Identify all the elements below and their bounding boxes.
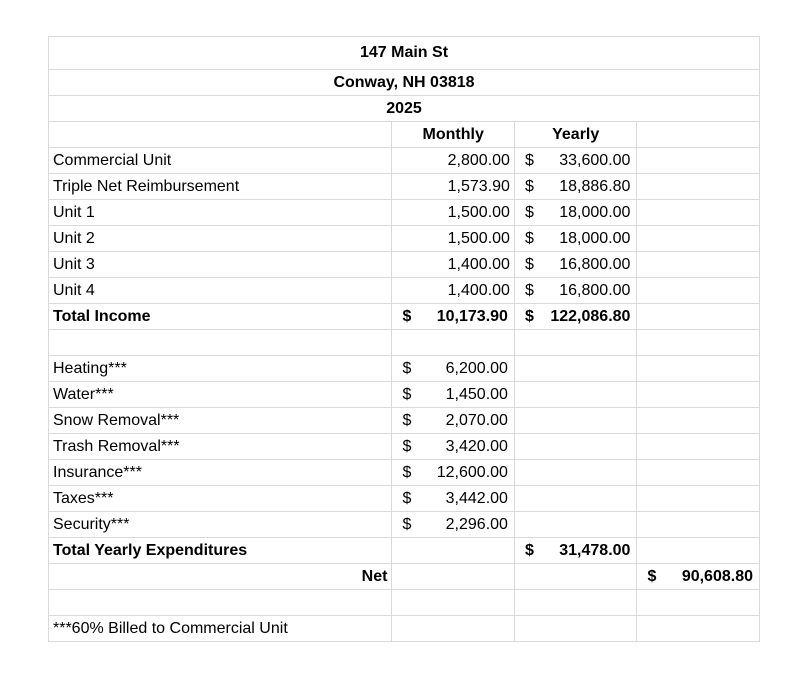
cell-empty[interactable] bbox=[637, 304, 760, 330]
cell-empty[interactable] bbox=[637, 538, 760, 564]
total-yearly-amount: 122,086.80 bbox=[550, 307, 631, 325]
cell-empty[interactable] bbox=[514, 434, 637, 460]
total-expenditures-cell[interactable] bbox=[514, 538, 637, 564]
cell-empty[interactable] bbox=[514, 564, 637, 590]
total-yearly-cell[interactable] bbox=[514, 304, 637, 330]
dollar-sign: $ bbox=[402, 359, 412, 377]
expense-row bbox=[49, 356, 760, 382]
dollar-sign: $ bbox=[402, 515, 412, 533]
dollar-sign: $ bbox=[524, 177, 534, 195]
dollar-sign: $ bbox=[402, 307, 412, 325]
cell-empty[interactable] bbox=[514, 616, 637, 642]
expense-cell[interactable] bbox=[392, 356, 515, 382]
expense-label[interactable]: Taxes*** bbox=[49, 486, 392, 512]
cell-empty[interactable] bbox=[514, 408, 637, 434]
property-title[interactable]: 147 Main St bbox=[49, 37, 760, 70]
cell-empty[interactable] bbox=[514, 460, 637, 486]
cell-empty[interactable] bbox=[514, 512, 637, 538]
expense-cell[interactable] bbox=[392, 408, 515, 434]
expense-row bbox=[49, 486, 760, 512]
expense-amount: 3,420.00 bbox=[445, 437, 508, 455]
cell-empty[interactable] bbox=[637, 616, 760, 642]
income-label[interactable]: Unit 3 bbox=[49, 252, 392, 278]
cell-empty[interactable] bbox=[637, 200, 760, 226]
cell-empty[interactable] bbox=[637, 356, 760, 382]
total-expenditures-label[interactable]: Total Yearly Expenditures bbox=[49, 538, 392, 564]
expense-amount: 1,450.00 bbox=[445, 385, 508, 403]
blank-row bbox=[49, 590, 760, 616]
cell-empty[interactable] bbox=[392, 590, 515, 616]
monthly-header[interactable]: Monthly bbox=[392, 122, 515, 148]
monthly-amount[interactable]: 2,800.00 bbox=[392, 148, 515, 174]
cell-empty[interactable] bbox=[392, 330, 515, 356]
yearly-amount: 18,000.00 bbox=[559, 229, 631, 247]
expense-label[interactable]: Insurance*** bbox=[49, 460, 392, 486]
dollar-sign: $ bbox=[402, 437, 412, 455]
cell-empty[interactable] bbox=[514, 382, 637, 408]
expense-amount: 12,600.00 bbox=[436, 463, 508, 481]
expense-row bbox=[49, 434, 760, 460]
yearly-cell[interactable] bbox=[514, 148, 637, 174]
income-label[interactable]: Triple Net Reimbursement bbox=[49, 174, 392, 200]
total-expenditures-row bbox=[49, 538, 760, 564]
monthly-amount[interactable]: 1,500.00 bbox=[392, 200, 515, 226]
cell-empty[interactable] bbox=[49, 122, 392, 148]
expense-row bbox=[49, 408, 760, 434]
total-expenditures-amount: 31,478.00 bbox=[559, 541, 631, 559]
yearly-amount: 16,800.00 bbox=[559, 281, 631, 299]
title-row bbox=[49, 37, 760, 70]
expense-amount: 6,200.00 bbox=[445, 359, 508, 377]
cell-empty[interactable] bbox=[637, 226, 760, 252]
cell-empty[interactable] bbox=[637, 590, 760, 616]
dollar-sign: $ bbox=[402, 385, 412, 403]
total-income-row bbox=[49, 304, 760, 330]
yearly-amount: 18,886.80 bbox=[559, 177, 631, 195]
net-amount: 90,608.80 bbox=[681, 567, 753, 585]
cell-empty[interactable] bbox=[637, 460, 760, 486]
cell-empty[interactable] bbox=[637, 434, 760, 460]
cell-empty[interactable] bbox=[637, 330, 760, 356]
expense-row bbox=[49, 382, 760, 408]
cell-empty[interactable] bbox=[49, 330, 392, 356]
income-row bbox=[49, 200, 760, 226]
expense-cell[interactable] bbox=[392, 512, 515, 538]
dollar-sign: $ bbox=[402, 489, 412, 507]
yearly-cell[interactable] bbox=[514, 200, 637, 226]
cell-empty[interactable] bbox=[637, 486, 760, 512]
cell-empty[interactable] bbox=[637, 382, 760, 408]
cell-empty[interactable] bbox=[637, 174, 760, 200]
dollar-sign: $ bbox=[524, 151, 534, 169]
address-row bbox=[49, 70, 760, 96]
total-monthly-cell[interactable] bbox=[392, 304, 515, 330]
total-income-label[interactable]: Total Income bbox=[49, 304, 392, 330]
income-row bbox=[49, 278, 760, 304]
expense-label[interactable]: Trash Removal*** bbox=[49, 434, 392, 460]
cell-empty[interactable] bbox=[637, 122, 760, 148]
property-address[interactable]: Conway, NH 03818 bbox=[49, 70, 760, 96]
year-row bbox=[49, 96, 760, 122]
cell-empty[interactable] bbox=[49, 590, 392, 616]
cell-empty[interactable] bbox=[514, 356, 637, 382]
dollar-sign: $ bbox=[524, 281, 534, 299]
cell-empty[interactable] bbox=[637, 278, 760, 304]
footnote-row bbox=[49, 616, 760, 642]
expense-cell[interactable] bbox=[392, 486, 515, 512]
cell-empty[interactable] bbox=[514, 590, 637, 616]
footnote[interactable]: ***60% Billed to Commercial Unit bbox=[49, 616, 392, 642]
expense-amount: 3,442.00 bbox=[445, 489, 508, 507]
yearly-amount: 33,600.00 bbox=[559, 151, 631, 169]
expense-row bbox=[49, 512, 760, 538]
column-header-row bbox=[49, 122, 760, 148]
expense-cell[interactable] bbox=[392, 460, 515, 486]
income-label[interactable]: Commercial Unit bbox=[49, 148, 392, 174]
spreadsheet-table bbox=[48, 36, 760, 642]
dollar-sign: $ bbox=[524, 203, 534, 221]
income-row bbox=[49, 226, 760, 252]
cell-empty[interactable] bbox=[637, 512, 760, 538]
net-label[interactable]: Net bbox=[49, 564, 392, 590]
expense-amount: 2,070.00 bbox=[445, 411, 508, 429]
net-cell[interactable] bbox=[637, 564, 760, 590]
income-label[interactable]: Unit 4 bbox=[49, 278, 392, 304]
yearly-amount: 18,000.00 bbox=[559, 203, 631, 221]
dollar-sign: $ bbox=[402, 463, 412, 481]
cell-empty[interactable] bbox=[392, 538, 515, 564]
cell-empty[interactable] bbox=[637, 148, 760, 174]
expense-cell[interactable] bbox=[392, 382, 515, 408]
monthly-amount[interactable]: 1,400.00 bbox=[392, 252, 515, 278]
cell-empty[interactable] bbox=[637, 252, 760, 278]
yearly-cell[interactable] bbox=[514, 174, 637, 200]
dollar-sign: $ bbox=[524, 229, 534, 247]
net-row bbox=[49, 564, 760, 590]
cell-empty[interactable] bbox=[514, 330, 637, 356]
expense-label[interactable]: Snow Removal*** bbox=[49, 408, 392, 434]
cell-empty[interactable] bbox=[514, 486, 637, 512]
dollar-sign: $ bbox=[524, 255, 534, 273]
dollar-sign: $ bbox=[524, 541, 534, 559]
monthly-amount[interactable]: 1,573.90 bbox=[392, 174, 515, 200]
expense-amount: 2,296.00 bbox=[445, 515, 508, 533]
yearly-header[interactable]: Yearly bbox=[514, 122, 637, 148]
monthly-amount[interactable]: 1,500.00 bbox=[392, 226, 515, 252]
cell-empty[interactable] bbox=[392, 564, 515, 590]
year-label[interactable]: 2025 bbox=[49, 96, 760, 122]
dollar-sign: $ bbox=[524, 307, 534, 325]
income-row bbox=[49, 252, 760, 278]
dollar-sign: $ bbox=[402, 411, 412, 429]
yearly-amount: 16,800.00 bbox=[559, 255, 631, 273]
yearly-cell[interactable] bbox=[514, 226, 637, 252]
income-row bbox=[49, 148, 760, 174]
income-label[interactable]: Unit 2 bbox=[49, 226, 392, 252]
cell-empty[interactable] bbox=[637, 408, 760, 434]
expense-label[interactable]: Security*** bbox=[49, 512, 392, 538]
income-label[interactable]: Unit 1 bbox=[49, 200, 392, 226]
blank-row bbox=[49, 330, 760, 356]
income-row bbox=[49, 174, 760, 200]
monthly-amount[interactable]: 1,400.00 bbox=[392, 278, 515, 304]
yearly-cell[interactable] bbox=[514, 252, 637, 278]
yearly-cell[interactable] bbox=[514, 278, 637, 304]
expense-row bbox=[49, 460, 760, 486]
expense-label[interactable]: Water*** bbox=[49, 382, 392, 408]
cell-empty[interactable] bbox=[392, 616, 515, 642]
total-monthly-amount: 10,173.90 bbox=[436, 307, 508, 325]
dollar-sign: $ bbox=[647, 567, 657, 585]
expense-cell[interactable] bbox=[392, 434, 515, 460]
expense-label[interactable]: Heating*** bbox=[49, 356, 392, 382]
